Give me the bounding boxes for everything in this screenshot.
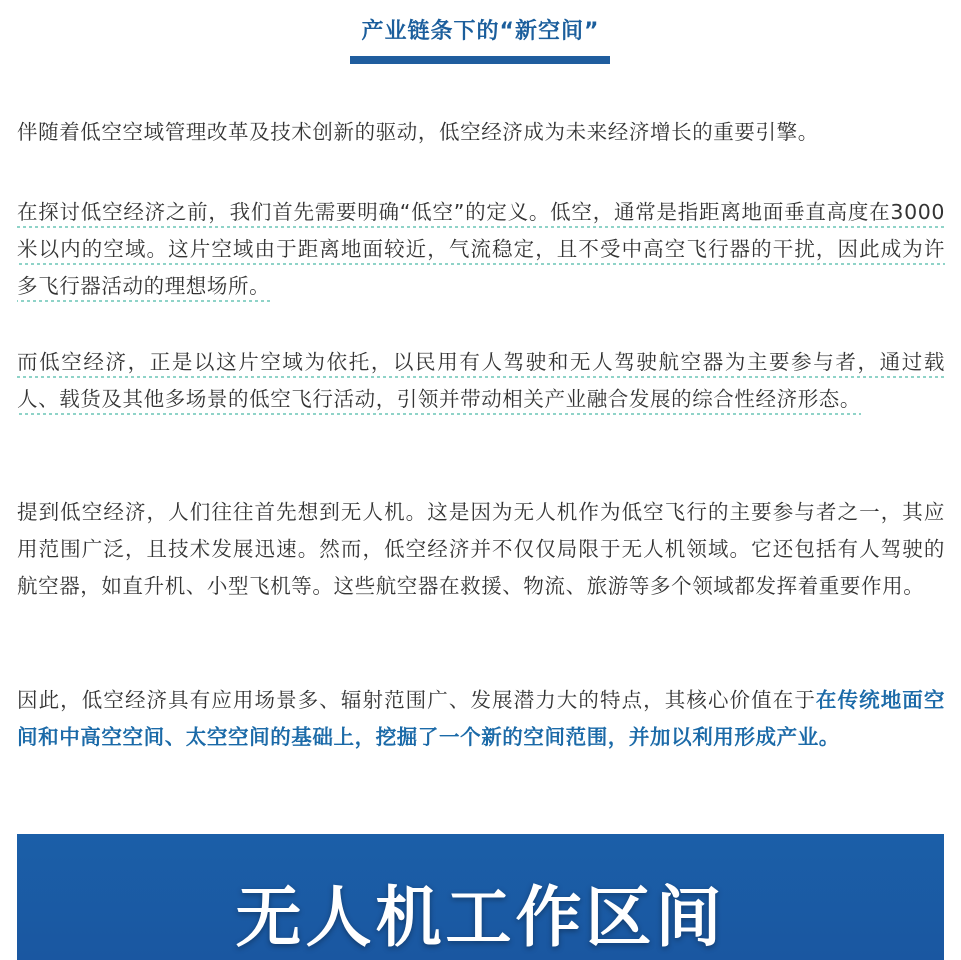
section-header [0, 14, 961, 50]
section-title-underline [350, 56, 610, 64]
paragraph-conclusion [17, 682, 945, 756]
banner-title: 无人机工作区间 [235, 879, 726, 956]
paragraph-conclusion-highlight: 在传统地面空间和中高空空间、太空空间的基础上，挖掘了一个新的空间范围，并加以利用形成产业。 [17, 688, 945, 749]
paragraph-low-altitude-definition [17, 194, 945, 305]
paragraph-intro [17, 114, 945, 151]
paragraph-low-altitude-definition-text: 在探讨低空经济之前，我们首先需要明确“低空”的定义。低空，通常是指距离地面垂直高度在3000米以内的空域。这片空域由于距离地面较近，气流稳定，且不受中高空飞行器的干扰，因此成为许多飞行器活动的理想场所。 [17, 200, 945, 302]
paragraph-drones-text: 提到低空经济，人们往往首先想到无人机。这是因为无人机作为低空飞行的主要参与者之一，其应用范围广泛，且技术发展迅速。然而，低空经济并不仅仅局限于无人机领域。它还包括有人驾驶的航空器，如直升机、小型飞机等。这些航空器在救援、物流、旅游等多个领域都发挥着重要作用。 [17, 500, 945, 598]
paragraph-intro-text: 伴随着低空空域管理改革及技术创新的驱动，低空经济成为未来经济增长的重要引擎。 [17, 120, 819, 144]
paragraph-drones [17, 494, 945, 605]
section-title: 产业链条下的“新空间” [361, 19, 600, 44]
paragraph-low-altitude-economy [17, 344, 945, 418]
paragraph-conclusion-plain: 因此，低空经济具有应用场景多、辐射范围广、发展潜力大的特点，其核心价值在于 [17, 688, 816, 712]
paragraph-low-altitude-economy-text: 而低空经济，正是以这片空域为依托，以民用有人驾驶和无人驾驶航空器为主要参与者，通过载人、载货及其他多场景的低空飞行活动，引领并带动相关产业融合发展的综合性经济形态。 [17, 350, 945, 415]
drone-work-zone-banner [17, 834, 944, 960]
